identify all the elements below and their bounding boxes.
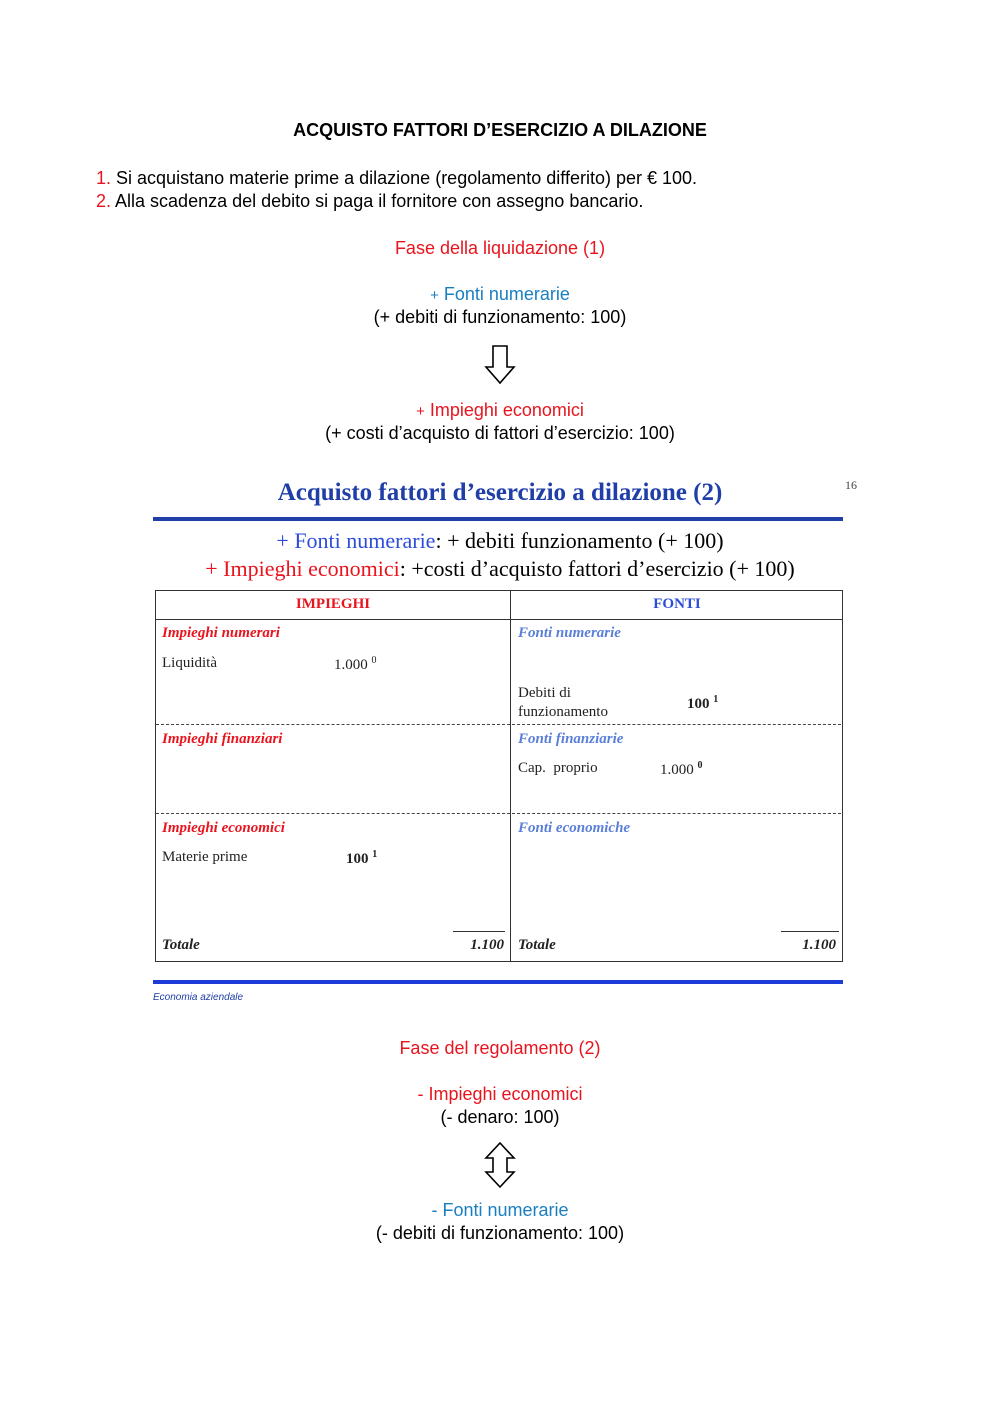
slide-line-1 [0, 528, 1000, 554]
debiti-funzionamento-value [687, 694, 718, 713]
fonti-economiche-label: Fonti economiche [518, 820, 631, 836]
double-arrow-icon [484, 1141, 516, 1189]
fonti-header: FONTI [653, 596, 701, 612]
phase-1-heading: Fase della liquidazione (1) [394, 238, 606, 258]
phase-1-bottom-label [0, 399, 1000, 423]
phase-2-heading: Fase del regolamento (2) [399, 1038, 601, 1058]
slide-line-1-rest: : + debiti funzionamento (+ 100) [435, 528, 724, 553]
phase-2-top-detail: (- denaro: 100) [440, 1107, 560, 1127]
debiti-funzionamento-label [518, 684, 608, 722]
step-2-number: 2. [96, 191, 112, 211]
phase-1-top-text: Fonti numerarie [443, 284, 570, 304]
section-divider-2 [156, 813, 841, 814]
arrow-down-icon [484, 345, 516, 385]
phase-1-bottom-detail: (+ costi d’acquisto di fattori d’esercizio: 100) [325, 423, 675, 443]
phase-2-bottom-label: - Fonti numerarie [431, 1200, 569, 1220]
impieghi-finanziari-label: Impieghi finanziari [162, 731, 283, 747]
phase-1-top-detail: (+ debiti di funzionamento: 100) [373, 307, 627, 327]
slide-line-2 [0, 556, 1000, 582]
liquidita-amount: 1.000 [334, 657, 368, 673]
right-total-label: Totale [518, 937, 556, 953]
header-divider [156, 619, 842, 620]
materie-prime-value [346, 849, 377, 868]
slide-bottom-rule [153, 980, 843, 984]
slide-line-2-rest: : +costi d’acquisto fattori d’esercizio (+ 100) [399, 556, 795, 581]
step-2-text: Alla scadenza del debito si paga il fornitore con assegno bancario. [115, 191, 644, 211]
slide-footer: Economia aziendale [153, 992, 244, 1003]
fonti-finanziarie-label: Fonti finanziarie [518, 731, 624, 747]
section-divider-1 [156, 724, 841, 725]
materie-prime-label: Materie prime [162, 849, 248, 865]
slide-line-2-label: + Impieghi economici [205, 556, 400, 581]
debiti-label-line-1: Debiti di [518, 685, 571, 701]
phase-1-bottom-text: Impieghi economici [429, 400, 584, 420]
liquidita-value [334, 655, 377, 674]
left-total-value: 1.100 [470, 937, 504, 953]
step-1-text: Si acquistano materie prime a dilazione (regolamento differito) per € 100. [116, 168, 698, 188]
phase-1-top-label [0, 283, 1000, 307]
phase-1-bottom-sign: + [416, 403, 425, 420]
debiti-sup: 1 [713, 694, 719, 705]
slide-line-1-label: + Fonti numerarie [276, 528, 436, 553]
column-divider [510, 591, 511, 961]
liquidita-label: Liquidità [162, 655, 217, 671]
left-total-rule [453, 931, 505, 932]
slide-title: Acquisto fattori d’esercizio a dilazione (2) [277, 479, 723, 506]
materie-prime-amount: 100 [346, 851, 369, 867]
right-total-value: 1.100 [802, 937, 836, 953]
impieghi-numerari-label: Impieghi numerari [162, 625, 280, 641]
step-1 [96, 167, 697, 189]
capitale-proprio-amount: 1.000 [660, 762, 694, 778]
impieghi-economici-label: Impieghi economici [162, 820, 285, 836]
right-total-rule [781, 931, 839, 932]
capitale-proprio-label: Cap. proprio [518, 760, 598, 776]
materie-prime-sup: 1 [372, 849, 378, 860]
step-1-number: 1. [96, 168, 112, 188]
capitale-proprio-sup: 0 [697, 760, 703, 771]
left-total-label: Totale [162, 937, 200, 953]
debiti-label-line-2: funzionamento [518, 704, 608, 720]
slide-page-number: 16 [845, 478, 857, 492]
liquidita-sup: 0 [371, 655, 377, 666]
debiti-amount: 100 [687, 696, 710, 712]
impieghi-header: IMPIEGHI [295, 596, 371, 612]
page-title: ACQUISTO FATTORI D’ESERCIZIO A DILAZIONE [293, 120, 707, 140]
capitale-proprio-value [660, 760, 703, 779]
phase-2-bottom-detail: (- debiti di funzionamento: 100) [375, 1223, 625, 1243]
slide-top-rule [153, 517, 843, 521]
balance-table [155, 590, 843, 962]
step-2 [96, 190, 643, 212]
phase-2-top-label: - Impieghi economici [417, 1084, 583, 1104]
fonti-numerarie-label: Fonti numerarie [518, 625, 621, 641]
phase-1-top-sign: + [430, 287, 439, 304]
